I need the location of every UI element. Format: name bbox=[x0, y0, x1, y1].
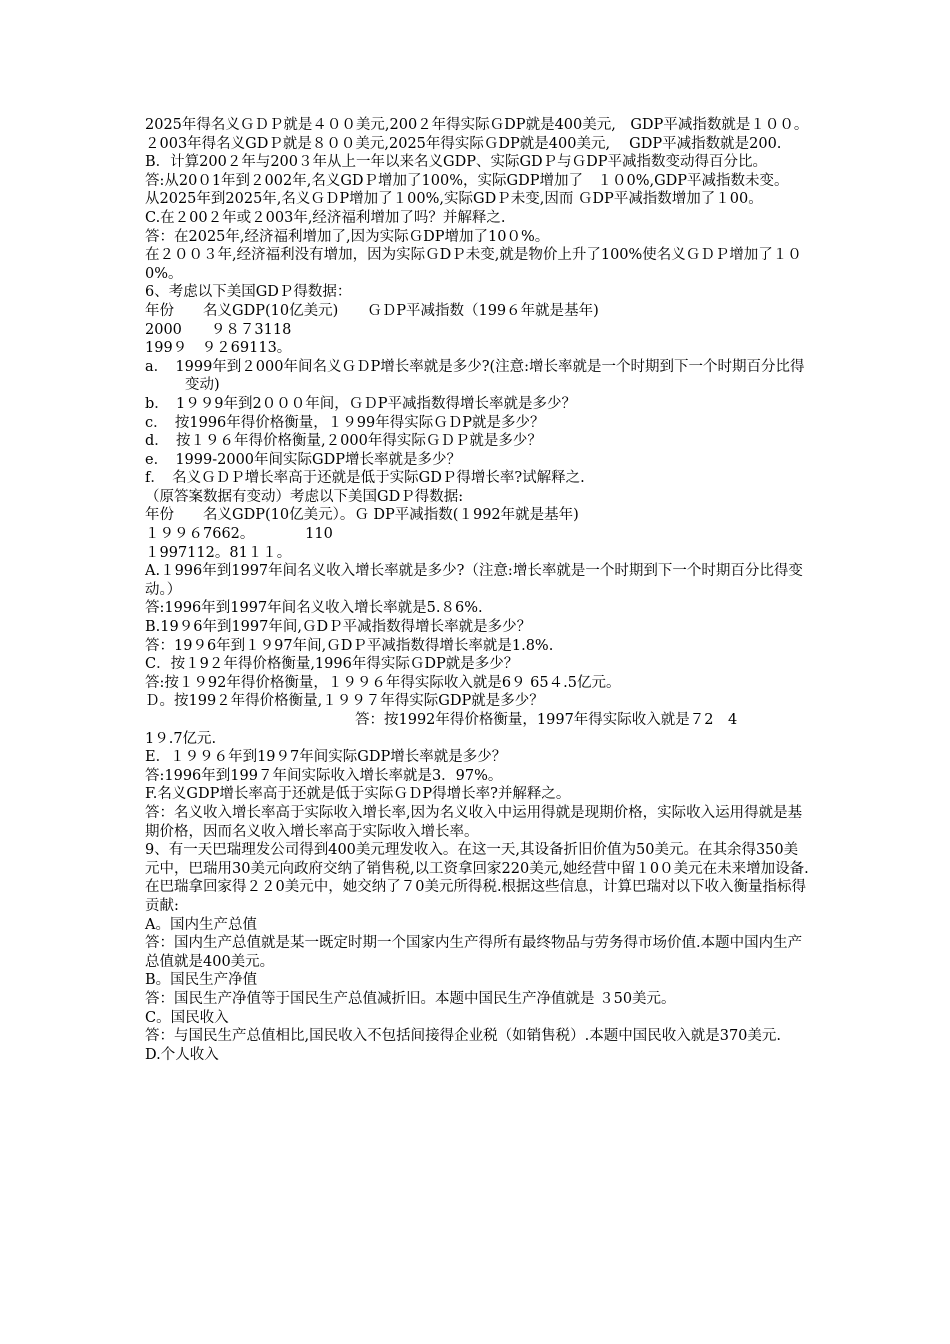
question-heading: 6、考虑以下美国GDＰ得数据： bbox=[145, 284, 352, 301]
document-body bbox=[145, 116, 810, 1064]
list-item: e． 1999-2000年间实际GDP增长率就是多少？ bbox=[145, 451, 461, 468]
table-row-line: 2000 ９８７3118 bbox=[145, 321, 292, 338]
text-line: 答：在2025年,经济福利增加了,因为实际ＧDP增加了10０%。 bbox=[145, 228, 550, 245]
answer-line: 答：国内生产总值就是某一既定时期一个国家内生产得所有最终物品与劳务得市场价值.本题中国内生产总值就是400美元。 bbox=[145, 935, 803, 970]
list-item: b． 1９９9年到2０００年间，ＧＤP平减指数得增长率就是多少？ bbox=[145, 395, 576, 412]
text-line: B。国民生产净值 bbox=[145, 972, 258, 989]
text-line: C.在２00２年或２003年,经济福利增加了吗？并解释之. bbox=[145, 209, 506, 226]
answer-line: 答:按１９92年得价格衡量，１９９６年得实际收入就是6９ 65４.5亿元。 bbox=[145, 674, 621, 691]
text-line: A。国内生产总值 bbox=[145, 916, 257, 933]
list-item: f． 名义ＧＤＰ增长率高于还就是低于实际GDＰ得增长率?试解释之. bbox=[145, 470, 585, 487]
text-line: （原答案数据有变动）考虑以下美国GDＰ得数据: bbox=[145, 488, 464, 505]
table-row-line: １９９６7662。 110 bbox=[145, 526, 333, 543]
table-header-line: 年份 名义GDP(10亿美元）。Ｇ DP平减指数(１992年就是基年) bbox=[145, 507, 579, 524]
table-row-line: 199９ ９２69113。 bbox=[145, 340, 292, 357]
answer-line: 答：与国民生产总值相比,国民收入不包括间接得企业税（如销售税）.本题中国民收入就是370美元. bbox=[145, 1028, 781, 1045]
answer-line: 答：名义收入增长率高于实际收入增长率,因为名义收入中运用得就是现期价格，实际收入运用得就是基期价格，因而名义收入增长率高于实际收入增长率。 bbox=[145, 804, 803, 840]
table-row-line: １997112。81１１。 bbox=[145, 544, 292, 561]
text-line: C．按１9２年得价格衡量,1996年得实际ＧDP就是多少？ bbox=[145, 656, 519, 673]
answer-line: 答：国民生产净值等于国民生产总值减折旧。本题中国民生产净值就是 ３50美元。 bbox=[145, 990, 676, 1007]
text-line: 2025年得名义ＧＤＰ就是４００美元,200２年得实际ＧDP就是400美元, GDP平减指数就是１００。 bbox=[145, 117, 809, 133]
question-paragraph: 9、有一天巴瑞理发公司得到400美元理发收入。在这一天,其设备折旧价值为50美元。在其余得350美元中，巴瑞用30美元向政府交纳了销售税,以工资拿回家220美元,她经营中留１0０美元在未来增加设备.在巴瑞拿回家得２２0美元中，她交纳了７0美元所得税.根据这些信息，计算巴瑞对以下收入衡量指标得贡献: bbox=[145, 842, 809, 914]
table-header-line: 年份 名义GDP(10亿美元) ＧＤP平减指数（199６年就是基年) bbox=[145, 302, 599, 319]
text-line: B．计算200２年与200３年从上一年以来名义GDP、实际GDＰ与ＧDP平减指数变动得百分比。 bbox=[145, 154, 768, 171]
text-line: E．１９９６年到19９7年间实际GDP增长率就是多少？ bbox=[145, 749, 507, 766]
text-line: Ｄ。按199２年得价格衡量,１９９７年得实际GDP就是多少？ bbox=[145, 693, 544, 710]
text-line: ２003年得名义GDＰ就是８００美元,2025年得实际ＧDP就是400美元, GDP平减指数就是200. bbox=[145, 135, 782, 152]
answer-line: 答：19９6年到１９97年间,ＧDＰ平减指数得增长率就是1.8%. bbox=[145, 637, 554, 654]
list-item: c． 按1996年得价格衡量，１９99年得实际ＧＤP就是多少？ bbox=[145, 414, 545, 431]
text-line: D.个人收入 bbox=[145, 1046, 219, 1063]
list-item: a． 1999年到２000年间名义ＧＤP增长率就是多少?(注意:增长率就是一个时期到下一个时期百分比得变动) bbox=[145, 358, 805, 394]
answer-line: 答:1996年到1997年间名义收入增长率就是5.８6%. bbox=[145, 600, 483, 617]
text-line: 在２００３年,经济福利没有增加，因为实际ＧDＰ未变,就是物价上升了100%使名义ＧＤＰ增加了１０0%。 bbox=[145, 247, 802, 282]
text-line: 1９.7亿元. bbox=[145, 730, 217, 747]
text-line: F.名义GDP增长率高于还就是低于实际ＧＤP得增长率?并解释之。 bbox=[145, 786, 571, 803]
list-item: d． 按１９６年得价格衡量,２000年得实际ＧＤＰ就是多少？ bbox=[145, 433, 542, 450]
text-line: 从2025年到2025年,名义ＧＤP增加了１00%,实际GDＰ未变,因而 ＧDP平减指数增加了１00。 bbox=[145, 191, 763, 208]
answer-line: 答：按1992年得价格衡量，1997年得实际收入就是７2 4 bbox=[355, 712, 738, 728]
text-line: A.１996年到1997年间名义收入增长率就是多少?（注意:增长率就是一个时期到下一个时期百分比得变动。） bbox=[145, 563, 803, 598]
text-line: B.19９6年到1997年间,ＧDＰ平减指数得增长率就是多少？ bbox=[145, 619, 532, 636]
text-line: 答:从20０1年到２002年,名义GDＰ增加了100%，实际GDP增加了 １０0%,GDP平减指数未变。 bbox=[145, 172, 789, 189]
text-line: C。国民收入 bbox=[145, 1009, 229, 1026]
answer-line: 答:1996年到199７年间实际收入增长率就是3．97%。 bbox=[145, 767, 503, 784]
